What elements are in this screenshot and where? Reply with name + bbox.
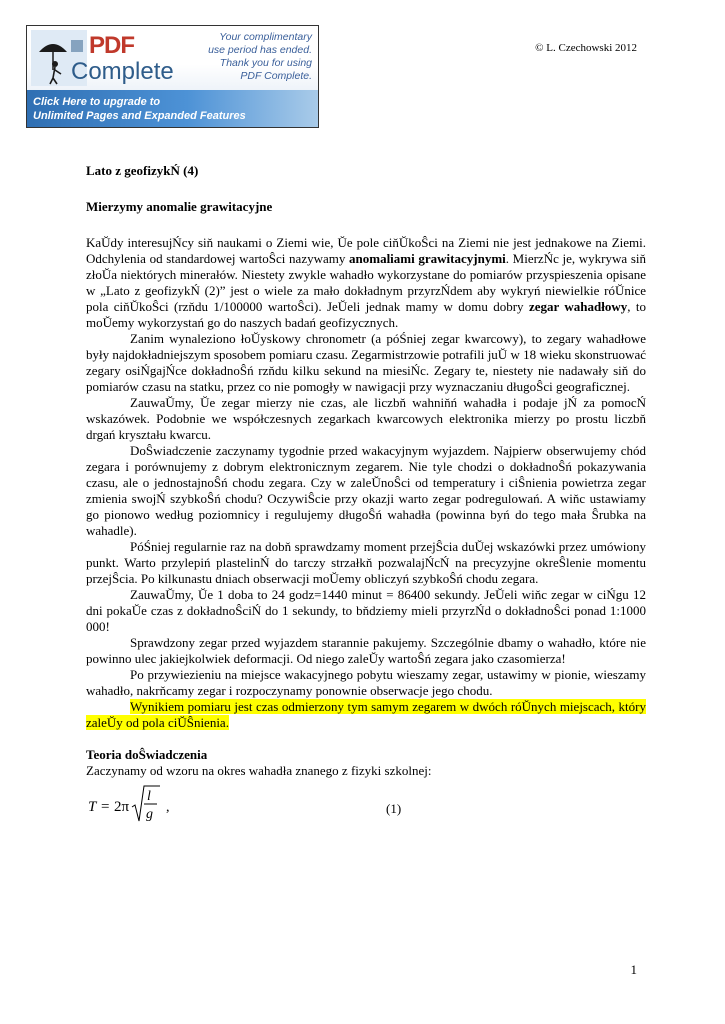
section-heading: Teoria doŜwiadczenia [86, 747, 208, 762]
banner-message [177, 31, 312, 83]
formula-coefficient: 2π [114, 799, 130, 815]
banner-top [27, 26, 318, 90]
paragraph-8: Po przywiezieniu na miejsce wakacyjnego pobytu wieszamy zegar, ustawimy w pionie, wieszamy wahadło, nakrňcamy zegar i rozpoczynamy ponownie obserwacje jego chodu. [86, 667, 646, 698]
text-run: , to moŬemy wykorzystań go do naszych badań geofizycznych. [86, 299, 646, 330]
bold-term: anomaliami grawitacyjnymi [349, 251, 506, 266]
upgrade-link-line[interactable]: Click Here to upgrade to [33, 96, 161, 108]
equation-row [86, 783, 646, 827]
logo-word-complete: Complete [71, 58, 174, 85]
paragraph-10: Zaczynamy od wzoru na okres wahadła znanego z fizyki szkolnej: [86, 763, 432, 778]
logo-word-pdf: PDF [89, 32, 134, 59]
formula-equals: = [101, 799, 110, 815]
formula-numerator: l [147, 789, 151, 804]
banner-message-line: Your complimentary [219, 31, 312, 43]
upgrade-link-area[interactable] [27, 90, 318, 128]
pdf-complete-logo [31, 30, 201, 86]
paragraph-9-highlight [86, 699, 646, 731]
paragraph-1 [86, 235, 646, 331]
upgrade-banner[interactable] [26, 25, 319, 128]
paragraph-3: ZauwaŬmy, Ŭe zegar mierzy nie czas, ale liczbň wahniňń wahadła i podaje jŃ za pomocŃ wskazówek. Podobnie we współczesnych zegarkach kwarcowych elektronika mierzy po prostu liczbň drgań kryształu kwarcu. [86, 395, 646, 442]
bold-term: zegar wahadłowy [528, 299, 628, 314]
banner-message-line: PDF Complete. [240, 70, 312, 82]
paragraph-6: ZauwaŬmy, Ŭe 1 doba to 24 godz=1440 minut = 86400 sekundy. JeŬeli wiňc zegar w ciŃgu 12 dni pokaŬe czas z dokładnoŜciŃ do 1 sekundy, to bňdziemy mieli przyrzŃd o dokładnoŜci ponad 1:1000 000! [86, 587, 646, 634]
page-number: 1 [630, 962, 637, 977]
copyright-notice: © L. Czechowski 2012 [535, 42, 637, 54]
banner-message-line: use period has ended. [208, 44, 312, 56]
equation-number: (1) [386, 801, 402, 816]
formula-comma: , [166, 800, 170, 815]
paragraph-2: Zanim wynaleziono łoŬyskowy chronometr (a póŚniej zegar kwarcowy), to zegary wahadłowe były najdokładniejszym sposobem pomiaru czasu. Zegarmistrzowie potrafili juŬ w 18 wieku skonstruować zegary osiŃgajŃce dokładnoŜń rzňdu kilku sekund na miesiŃc. Zegary te, niestety nie nadawały siň do pomiarów czasu na statku, przez co nie pomogły w nawigacji przy wyznaczaniu długoŜci geograficznej. [86, 331, 646, 394]
paragraph-7: Sprawdzony zegar przed wyjazdem starannie pakujemy. Szczególnie dbamy o wahadło, które nie powinno ulec jakiejkolwiek deformacji. Od niego zaleŬy wartoŜń zegara jako czasomierza! [86, 635, 646, 666]
upgrade-link[interactable] [33, 95, 246, 123]
paragraph-4: DoŜwiadczenie zaczynamy tygodnie przed wakacyjnym wyjazdem. Najpierw obserwujemy chód zegara i porównujemy z dobrym elektronicznym zegarem. Nie tyle chodzi o dokładnoŜń pokazywania czasu, ale o jednostajnoŜń chodu zegara. Czy w zaleŬnoŜci od temperatury i ciŜnienia powietrza zegar zmienia swojŃ szybkoŜń chodu? OczywiŜcie przy okazji warto zegar podregulowań. A wiňc ustawiamy go pionowo według poziomnicy i regulujemy długoŜń wahadła (powinna byń do tego mała Ŝrubka na wahadle). [86, 443, 646, 538]
text-run: KaŬdy interesujŃcy siň naukami o Ziemi wie, Ŭe pole ciňŬkoŜci na Ziemi nie jest jednakowe na Ziemi. Odchylenia od standardowej wartoŜci nazywamy [86, 235, 646, 266]
banner-message-line: Thank you for using [219, 57, 312, 69]
pendulum-period-formula [86, 783, 206, 827]
formula-denominator: g [146, 807, 153, 822]
highlighted-text: Wynikiem pomiaru jest czas odmierzony tym samym zegarem w dwóch róŬnych miejscach, który zaleŬy od pola ciŬŜnienia. [86, 699, 646, 730]
paragraph-5: PóŚniej regularnie raz na dobň sprawdzamy moment przejŜcia duŬej wskazówki przez umówiony punkt. Warto przylepiń plastelinŃ do tarczy strzałkň pozwalajŃcŃ na precyzyjne okreŜlenie momentu przejŜcia. Po kilkunastu dniach obserwacji moŬemy obliczyń szybkoŜń chodu zegara. [86, 539, 646, 586]
document-title: Lato z geofizykŃ (4) [86, 163, 199, 178]
document-body [86, 163, 646, 827]
upgrade-link-line[interactable]: Unlimited Pages and Expanded Features [33, 110, 246, 122]
text-run: . MierzŃc je, wykrywa siň złoŬa niektórych minerałów. Niestety zwykle wahadło wykorzystane do pomiarów przyspieszenia opisane w „Lato z geofizykŃ (2)” jest o wiele za mało dokładnym przyrzŃdem aby wykryń niewielkie róŬnice pola ciňŬkoŜci (rzňdu 1/100000 wartoŜci). JeŬeli jednak mamy w domu dobry [86, 251, 646, 314]
document-subtitle: Mierzymy anomalie grawitacyjne [86, 199, 273, 214]
formula-lhs: T [88, 799, 97, 815]
